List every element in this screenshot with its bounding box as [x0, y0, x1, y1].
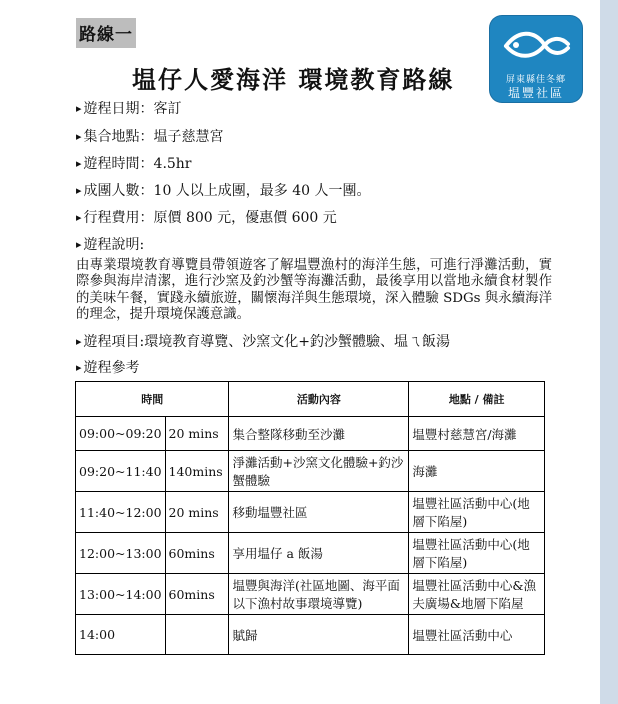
bullet-icon: ▸	[76, 335, 82, 348]
table-row	[76, 615, 545, 655]
bullet-icon: ▸	[76, 130, 82, 143]
page-margin-strip	[600, 0, 618, 704]
info-cost-text: 行程費用：原價 800 元，優惠價 600 元	[83, 210, 337, 226]
cell-place: 塭豐社區活動中心&漁夫廣場&地層下陷屋	[409, 574, 545, 615]
cell-place: 塭豐村慈慧宮/海灘	[409, 417, 545, 451]
info-items-text: 遊程項目:環境教育導覽、沙窯文化+釣沙蟹體驗、塭ㄟ飯湯	[83, 334, 450, 350]
cell-activity: 塭豐與海洋(社區地圖、海平面以下漁村故事環境導覽)	[229, 574, 409, 615]
cell-time: 09:00~09:20	[76, 417, 166, 451]
bullet-icon: ▸	[76, 102, 82, 115]
bullet-icon: ▸	[76, 157, 82, 170]
bullet-icon: ▸	[76, 238, 82, 251]
wave-fish-icon	[500, 26, 572, 70]
cell-time: 11:40~12:00	[76, 492, 166, 533]
cell-time: 12:00~13:00	[76, 533, 166, 574]
cell-activity: 賦歸	[229, 615, 409, 655]
cell-duration: 20 mins	[165, 492, 229, 533]
info-reference-text: 遊程參考	[83, 360, 140, 376]
info-date-text: 遊程日期：客訂	[83, 101, 182, 117]
info-meeting-place-text: 集合地點：塭子慈慧宮	[83, 129, 224, 145]
cell-duration: 60mins	[165, 574, 229, 615]
cell-place: 塭豐社區活動中心(地層下陷屋)	[409, 492, 545, 533]
info-duration-text: 遊程時間：4.5hr	[83, 156, 192, 172]
info-group-size	[76, 180, 371, 200]
cell-place: 海灘	[409, 451, 545, 492]
cell-activity: 集合整隊移動至沙灘	[229, 417, 409, 451]
info-cost	[76, 207, 337, 227]
header-activity: 活動內容	[229, 382, 409, 417]
cell-time: 13:00~14:00	[76, 574, 166, 615]
cell-place: 塭豐社區活動中心(地層下陷屋)	[409, 533, 545, 574]
bullet-icon: ▸	[76, 211, 82, 224]
schedule-table	[75, 381, 545, 655]
logo-community-text: 塭豐社區	[507, 86, 564, 100]
info-reference	[76, 357, 140, 377]
table-row	[76, 574, 545, 615]
description-paragraph: 由專業環境教育導覽員帶領遊客了解塭豐漁村的海洋生態，可進行淨灘活動，實際參與海岸清潔，進行沙窯及釣沙蟹等海灘活動，最後享用以當地永續食材製作的美味午餐，實踐永續旅遊，關懷海洋與生態環境，深入體驗 SDGs 與永續海洋的理念，提升環境保護意識。	[76, 258, 552, 323]
cell-time: 14:00	[76, 615, 166, 655]
logo-county-text: 屏東縣佳冬鄉	[505, 75, 566, 85]
info-duration	[76, 153, 192, 173]
table-row	[76, 417, 545, 451]
cell-place: 塭豐社區活動中心	[409, 615, 545, 655]
info-items	[76, 331, 450, 351]
cell-duration: 60mins	[165, 533, 229, 574]
table-row	[76, 492, 545, 533]
description-heading-text: 遊程說明:	[83, 237, 145, 253]
cell-activity: 享用塭仔 a 飯湯	[229, 533, 409, 574]
cell-activity: 淨灘活動+沙窯文化體驗+釣沙蟹體驗	[229, 451, 409, 492]
cell-duration	[165, 615, 229, 655]
description-heading	[76, 234, 144, 254]
table-row	[76, 533, 545, 574]
route-label: 路線一	[76, 18, 136, 48]
community-logo	[490, 16, 582, 102]
header-time: 時間	[76, 382, 229, 417]
info-group-size-text: 成團人數：10 人以上成團，最多 40 人一團。	[83, 183, 371, 199]
info-meeting-place	[76, 126, 224, 146]
bullet-icon: ▸	[76, 361, 82, 374]
table-row	[76, 451, 545, 492]
cell-activity: 移動塭豐社區	[229, 492, 409, 533]
header-place: 地點 / 備註	[409, 382, 545, 417]
cell-duration: 20 mins	[165, 417, 229, 451]
cell-duration: 140mins	[165, 451, 229, 492]
info-date	[76, 98, 182, 118]
bullet-icon: ▸	[76, 184, 82, 197]
page-title: 塭仔人愛海洋 環境教育路線	[132, 66, 455, 94]
cell-time: 09:20~11:40	[76, 451, 166, 492]
table-header-row	[76, 382, 545, 417]
